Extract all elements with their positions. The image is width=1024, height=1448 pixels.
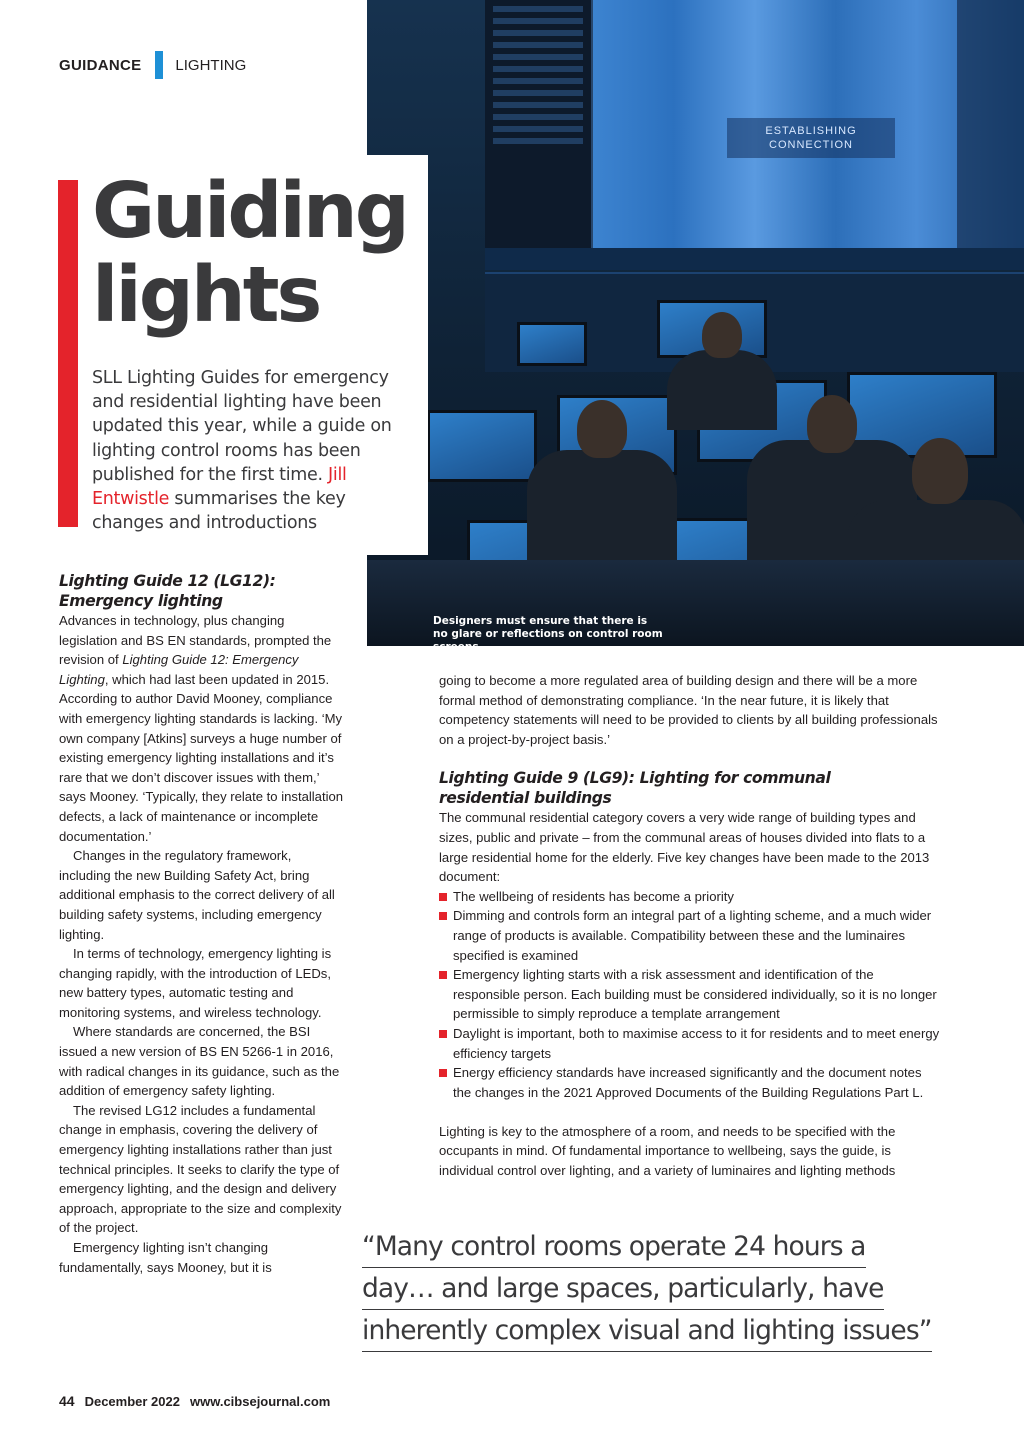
headline-line: Guiding	[92, 167, 407, 256]
paragraph: Where standards are concerned, the BSI issued a new version of BS EN 5266-1 in 2016, with radical changes in its guidance, such as the addition of emergency safety lighting.	[59, 1024, 340, 1099]
section-heading: Lighting Guide 12 (LG12): Emergency lighting	[59, 572, 276, 610]
video-wall-data-panel	[485, 0, 593, 260]
paragraph: The communal residential category covers a very wide range of building types and sizes, public and private – from the communal areas of houses divided into flats to a large residential home for the elderly. Five key changes have been made to the 2013 document:	[439, 810, 930, 885]
page-number: 44	[59, 1393, 75, 1409]
paragraph: Emergency lighting isn’t changing fundamentally, says Mooney, but it is	[59, 1240, 272, 1275]
paragraph: Changes in the regulatory framework, including the new Building Safety Act, bring additional emphasis to the correct delivery of all building safety systems, including emergency lighting.	[59, 848, 335, 942]
author-name: Jill Entwistle	[92, 464, 347, 510]
operator-head	[702, 312, 742, 358]
publication-title: Lighting Guide 12: Emergency Lighting	[59, 652, 299, 687]
strap-divider	[155, 51, 163, 79]
headline	[92, 167, 432, 340]
operator	[527, 450, 677, 570]
pull-quote-line: day… and large spaces, particularly, have	[362, 1268, 884, 1310]
journal-url: www.cibsejournal.com	[189, 1394, 331, 1409]
list-item: The wellbeing of residents has become a priority	[439, 887, 942, 907]
right-column	[439, 671, 942, 1181]
list-item: Dimming and controls form an integral part of a lighting scheme, and a much wider range of products is available. Compatibility between these and the luminaires specified is examined	[439, 906, 942, 965]
paragraph: The revised LG12 includes a fundamental change in emphasis, covering the delivery of emergency lighting installations rather than just technical principles. It seeks to clarify the type of emergency lighting, and the design and delivery approach, appropriate to the size and complexity of the project.	[59, 1102, 342, 1236]
video-wall-status-strip	[485, 248, 1024, 270]
pull-quote	[362, 1226, 962, 1352]
operator	[667, 350, 777, 430]
issue-date: December 2022	[84, 1394, 180, 1409]
page-footer	[59, 1393, 330, 1409]
video-wall-side-panel	[957, 0, 1024, 260]
screen-status-text: ESTABLISHING CONNECTION	[727, 118, 895, 158]
pull-quote-line: “Many control rooms operate 24 hours a	[362, 1226, 866, 1268]
standfirst	[92, 366, 402, 535]
pull-quote-line: inherently complex visual and lighting issues”	[362, 1310, 932, 1352]
subsection-label: LIGHTING	[175, 56, 247, 74]
list-item: Emergency lighting starts with a risk assessment and identification of the responsible person. Each building must be considered individually, so it is no longer permissible to simply reproduce a template arrangement	[439, 965, 942, 1024]
paragraph: Lighting is key to the atmosphere of a room, and needs to be specified with the occupants in mind. Of fundamental importance to wellbeing, says the guide, is individual control over lighting, and a variety of luminaires and lighting methods	[439, 1123, 896, 1179]
paragraph: going to become a more regulated area of building design and there will be a more formal method of demonstrating compliance. ‘In the near future, it is likely that competency statements will need to be provided to clients by all building professionals on a project-by-project basis.’	[439, 673, 938, 747]
paragraph: In terms of technology, emergency lighting is changing rapidly, with the introduction of LEDs, new battery types, automatic testing and monitoring systems, and wireless technology.	[59, 946, 332, 1020]
left-column	[59, 571, 344, 1277]
list-item: Daylight is important, both to maximise access to it for residents and to meet energy efficiency targets	[439, 1024, 942, 1063]
paragraph-text: Advances in technology, plus changing legislation and BS EN standards, prompted the revision of	[59, 613, 332, 668]
headline-line: lights	[92, 251, 320, 340]
monitor	[427, 410, 537, 482]
operator-head	[912, 438, 968, 504]
monitor	[517, 322, 587, 366]
list-item: Energy efficiency standards have increased significantly and the document notes the changes in the 2021 Approved Documents of the Building Regulations Part L.	[439, 1063, 942, 1102]
paragraph-text: , which had last been updated in 2015. According to author David Mooney, compliance with emergency lighting standards is lacking. ‘My own company [Atkins] surveys a huge number of existing emergency lighting installations and it’s rare that we don’t discover issues with them,’ says Mooney. ‘Typically, they relate to installation defects, a lack of maintenance or incomplete documentation.’	[59, 671, 344, 844]
operator-head	[577, 400, 627, 458]
section-strap	[59, 50, 246, 80]
standfirst-text: SLL Lighting Guides for emergency and residential lighting have been updated this year, while a guide on lighting control rooms has been published for the first time.	[92, 368, 392, 485]
title-accent-bar	[58, 180, 78, 527]
standfirst-text: summarises the key changes and introductions	[92, 489, 346, 534]
section-heading: Lighting Guide 9 (LG9): Lighting for communal residential buildings	[439, 769, 831, 808]
photo-caption: Designers must ensure that there is no glare or reflections on control room screens	[433, 615, 663, 653]
paragraph	[59, 611, 344, 846]
key-changes-list	[439, 887, 942, 1103]
control-room-photo	[367, 0, 1024, 646]
operator-head	[807, 395, 857, 453]
section-label: GUIDANCE	[59, 56, 142, 74]
